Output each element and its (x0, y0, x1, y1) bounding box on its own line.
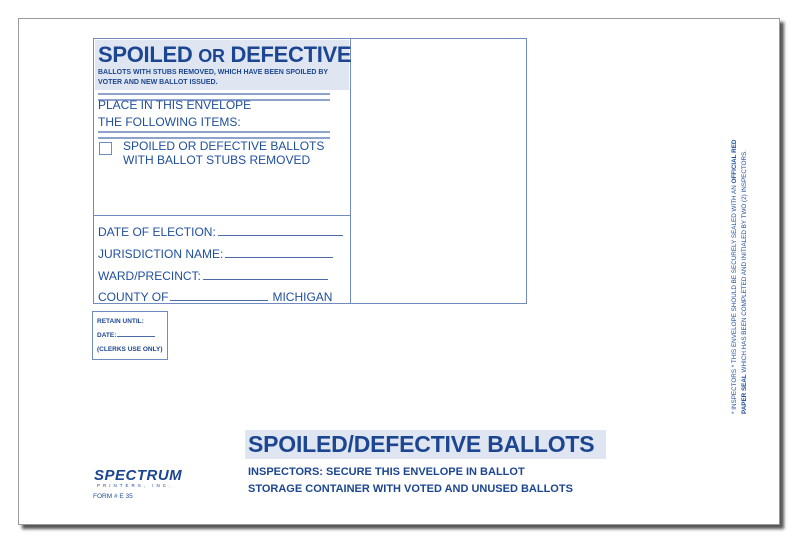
checkbox-label: SPOILED OR DEFECTIVE BALLOTS WITH BALLOT STUBS REMOVED (123, 139, 325, 167)
spectrum-logo: SPECTRUM (94, 467, 183, 484)
form-right-panel (351, 39, 526, 303)
ward-precinct-field[interactable]: WARD/PRECINCT: (98, 269, 328, 283)
inspector-instructions: INSPECTORS: SECURE THIS ENVELOPE IN BALLOT STORAGE CONTAINER WITH VOTED AND UNUSED BALLOTS (248, 466, 573, 495)
county-line[interactable] (170, 299, 268, 301)
form-box (93, 38, 527, 304)
form-number: FORM # E 35 (93, 493, 133, 500)
seal-instructions-vertical: * INSPECTORS * THIS ENVELOPE SHOULD BE SECURELY SEALED WITH AN OFFICIAL RED PAPER SEAL WHICH HAS BEEN COMPLETED AND INITIALED BY TWO (2) INSPECTORS. (731, 139, 748, 414)
spectrum-logo-subtitle: PRINTERS, INC. (97, 483, 174, 488)
form-left-column (94, 39, 351, 303)
date-of-election-field[interactable]: DATE OF ELECTION: (98, 225, 343, 239)
spoiled-ballots-checkbox[interactable] (99, 142, 112, 155)
envelope-title: SPOILED/DEFECTIVE BALLOTS (245, 430, 606, 459)
form-subtitle: BALLOTS WITH STUBS REMOVED, WHICH HAVE BEEN SPOILED BY VOTER AND NEW BALLOT ISSUED. (98, 69, 328, 86)
retain-until-box: RETAIN UNTIL: DATE: (CLERKS USE ONLY) (92, 311, 168, 360)
jurisdiction-name-field[interactable]: JURISDICTION NAME: (98, 247, 333, 261)
place-instruction: PLACE IN THIS ENVELOPE THE FOLLOWING ITEMS: (98, 98, 252, 129)
form-title: SPOILED OR DEFECTIVE (98, 42, 352, 67)
form-header (95, 40, 352, 90)
envelope (18, 18, 780, 525)
county-field[interactable]: COUNTY OF MICHIGAN (98, 290, 333, 304)
section-divider (94, 215, 350, 216)
date-of-election-line[interactable] (218, 234, 343, 236)
jurisdiction-name-line[interactable] (225, 256, 333, 258)
double-rule (98, 131, 330, 139)
ward-precinct-line[interactable] (203, 278, 328, 280)
retain-date[interactable]: DATE: (97, 332, 155, 339)
